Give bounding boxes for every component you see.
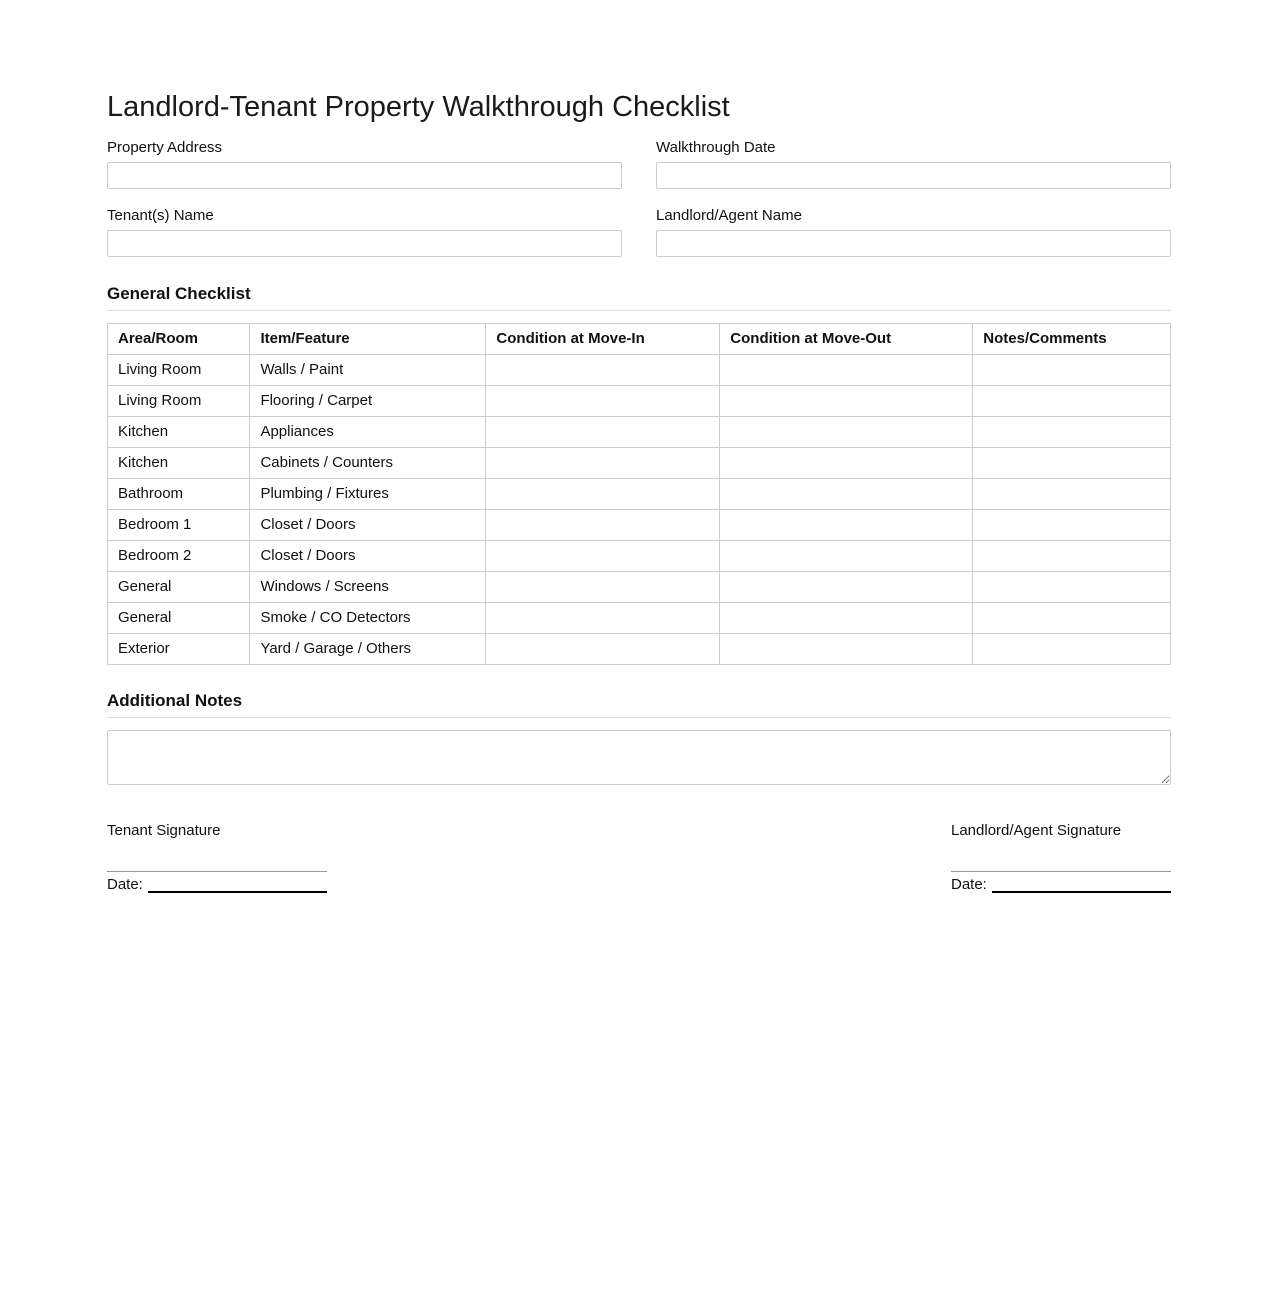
field-tenant-name [107, 207, 622, 257]
cell-notes [973, 571, 1171, 602]
cell-notes [973, 602, 1171, 633]
table-row [108, 385, 1171, 416]
col-header-item-feature: Item/Feature [250, 323, 486, 354]
tenant-date-blank-line [148, 878, 327, 893]
cell-item: Smoke / CO Detectors [250, 602, 486, 633]
additional-notes-heading: Additional Notes [107, 690, 243, 710]
cell-move-in [486, 571, 720, 602]
cell-move-out [720, 540, 973, 571]
tenant-name-label: Tenant(s) Name [107, 206, 214, 224]
cell-notes [973, 354, 1171, 385]
col-header-area-room: Area/Room [108, 323, 250, 354]
page-title: Landlord-Tenant Property Walkthrough Checklist [107, 91, 730, 123]
cell-notes [973, 447, 1171, 478]
cell-notes [973, 633, 1171, 664]
cell-notes [973, 385, 1171, 416]
cell-item: Cabinets / Counters [250, 447, 486, 478]
cell-move-in [486, 354, 720, 385]
landlord-date-label: Date: [951, 875, 987, 893]
cell-notes [973, 540, 1171, 571]
cell-area: General [108, 571, 250, 602]
cell-notes [973, 416, 1171, 447]
cell-area: Bathroom [108, 478, 250, 509]
table-row [108, 416, 1171, 447]
landlord-name-input[interactable] [656, 230, 1171, 257]
cell-item: Windows / Screens [250, 571, 486, 602]
landlord-signature-label: Landlord/Agent Signature [951, 821, 1122, 839]
field-landlord-name [656, 207, 1171, 257]
tenant-name-input[interactable] [107, 230, 622, 257]
table-row [108, 571, 1171, 602]
cell-item: Yard / Garage / Others [250, 633, 486, 664]
table-row [108, 602, 1171, 633]
cell-move-out [720, 478, 973, 509]
walkthrough-date-input[interactable] [656, 162, 1171, 189]
cell-item: Flooring / Carpet [250, 385, 486, 416]
cell-area: Bedroom 1 [108, 509, 250, 540]
cell-item: Walls / Paint [250, 354, 486, 385]
cell-area: Living Room [108, 385, 250, 416]
tenant-signature-label: Tenant Signature [107, 821, 221, 839]
cell-item: Appliances [250, 416, 486, 447]
cell-move-in [486, 602, 720, 633]
cell-move-in [486, 509, 720, 540]
landlord-signature-block [951, 822, 1171, 893]
landlord-date-row [951, 876, 1171, 893]
cell-notes [973, 478, 1171, 509]
landlord-date-blank-line [992, 878, 1171, 893]
cell-area: Kitchen [108, 416, 250, 447]
form-fields-grid [107, 139, 1171, 257]
walkthrough-date-label: Walkthrough Date [656, 138, 776, 156]
cell-move-in [486, 633, 720, 664]
tenant-date-row [107, 876, 327, 893]
tenant-signature-block [107, 822, 327, 893]
cell-move-in [486, 416, 720, 447]
cell-move-out [720, 354, 973, 385]
cell-move-out [720, 385, 973, 416]
cell-area: Kitchen [108, 447, 250, 478]
cell-area: Living Room [108, 354, 250, 385]
cell-move-in [486, 540, 720, 571]
general-checklist-table [107, 323, 1171, 665]
field-property-address [107, 139, 622, 189]
col-header-condition-move-out: Condition at Move-Out [720, 323, 973, 354]
section-divider [107, 717, 1171, 718]
cell-area: Exterior [108, 633, 250, 664]
cell-move-out [720, 447, 973, 478]
cell-move-in [486, 385, 720, 416]
table-row [108, 633, 1171, 664]
tenant-signature-line [107, 871, 327, 893]
landlord-name-label: Landlord/Agent Name [656, 206, 802, 224]
cell-move-in [486, 447, 720, 478]
tenant-date-label: Date: [107, 875, 143, 893]
col-header-condition-move-in: Condition at Move-In [486, 323, 720, 354]
table-row [108, 540, 1171, 571]
cell-area: Bedroom 2 [108, 540, 250, 571]
field-walkthrough-date [656, 139, 1171, 189]
cell-item: Closet / Doors [250, 509, 486, 540]
signatures-row [107, 822, 1171, 893]
col-header-notes-comments: Notes/Comments [973, 323, 1171, 354]
landlord-signature-line [951, 871, 1171, 893]
cell-move-out [720, 602, 973, 633]
cell-item: Plumbing / Fixtures [250, 478, 486, 509]
additional-notes-textarea[interactable] [107, 730, 1171, 785]
property-address-input[interactable] [107, 162, 622, 189]
cell-move-in [486, 478, 720, 509]
cell-move-out [720, 416, 973, 447]
table-row [108, 447, 1171, 478]
table-row [108, 354, 1171, 385]
table-row [108, 509, 1171, 540]
general-checklist-heading: General Checklist [107, 283, 251, 303]
cell-move-out [720, 509, 973, 540]
cell-move-out [720, 571, 973, 602]
table-row [108, 478, 1171, 509]
property-address-label: Property Address [107, 138, 223, 156]
cell-move-out [720, 633, 973, 664]
cell-item: Closet / Doors [250, 540, 486, 571]
cell-area: General [108, 602, 250, 633]
cell-notes [973, 509, 1171, 540]
section-divider [107, 310, 1171, 311]
table-header-row [108, 323, 1171, 354]
